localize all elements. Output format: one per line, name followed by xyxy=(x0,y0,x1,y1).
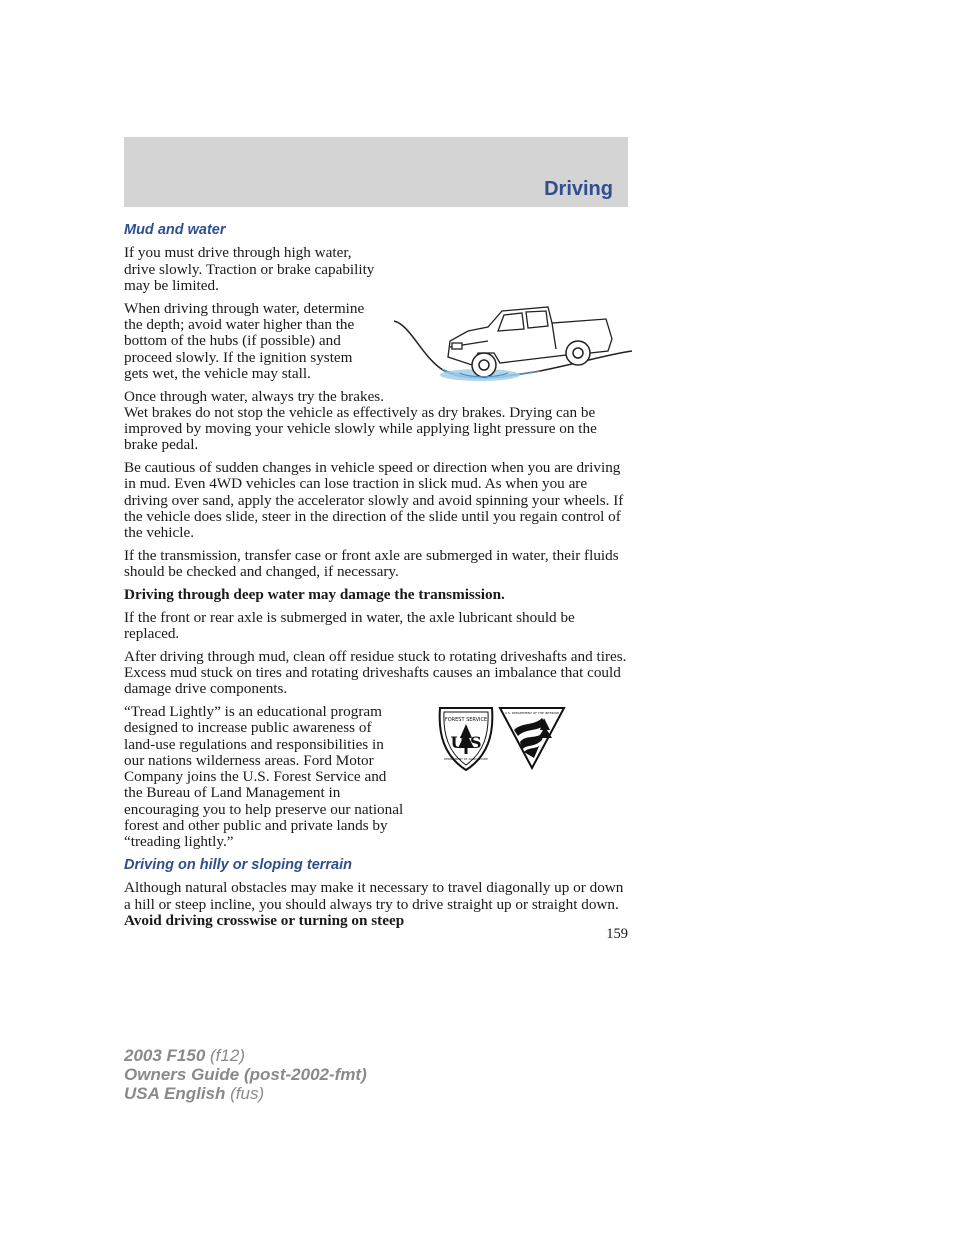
paragraph-hill-driving xyxy=(124,880,628,929)
paragraph-clean-residue: After driving through mud, clean off residue stuck to rotating driveshafts and tires. Excess mud stuck on tires and rotating driveshafts causes an imbalance that could damage drive components. xyxy=(124,647,627,698)
bureau-of-land-management-icon xyxy=(500,708,564,768)
mud-and-water-heading: Mud and water xyxy=(124,222,226,238)
svg-text:U S: U S xyxy=(450,732,482,752)
paragraph-water-depth: When driving through water, determine the depth; avoid water higher than the bottom of the hubs (if possible) and proceed slowly. If the ignition system gets wet, the vehicle may stall. xyxy=(124,299,365,382)
paragraph-axle-lubricant: If the front or rear axle is submerged in water, the axle lubricant should be replaced. xyxy=(124,608,575,642)
hill-text: Although natural obstacles may make it necessary to travel diagonally up or down a hill or steep incline, you should always try to drive straight up or straight down. xyxy=(124,879,624,913)
footer-guide-line: Owners Guide (post-2002-fmt) xyxy=(124,1065,367,1084)
paragraph-high-water: If you must drive through high water, drive slowly. Traction or brake capability may be limited. xyxy=(124,244,375,294)
document-footer xyxy=(124,1046,367,1103)
warning-deep-water: Driving through deep water may damage the transmission. xyxy=(124,585,505,603)
tread-lightly-logos xyxy=(434,704,574,774)
truck-in-water-illustration xyxy=(390,283,634,403)
page-number: 159 xyxy=(606,926,628,942)
forest-service-shield-icon xyxy=(440,708,493,770)
paragraph-submerged-fluids: If the transmission, transfer case or front axle are submerged in water, their fluids should be checked and changed, if necessary. xyxy=(124,547,619,581)
footer-language-line: USA English (fus) xyxy=(124,1084,265,1103)
page-content xyxy=(124,220,628,936)
hill-warning-text: Avoid driving crosswise or turning on steep xyxy=(124,911,405,929)
svg-text:DEPARTMENT OF AGRICULTURE: DEPARTMENT OF AGRICULTURE xyxy=(444,756,488,761)
paragraph-wet-brakes: Once through water, always try the brakes. Wet brakes do not stop the vehicle as effectively as dry brakes. Drying can be improved by moving your vehicle slowly while applying light pressure on the brake pedal. xyxy=(124,387,597,454)
svg-text:U.S. DEPARTMENT OF THE INTERIO: U.S. DEPARTMENT OF THE INTERIOR xyxy=(504,710,560,715)
paragraph-mud-caution: Be cautious of sudden changes in vehicle speed or direction when you are driving in mud. Even 4WD vehicles can lose traction in slick mud. As when you are driving over sand, apply the accelerator slowly and avoid spinning your wheels. If the vehicle does slide, steer in the direction of the slide until you regain control of the vehicle. xyxy=(124,459,624,542)
paragraph-tread-lightly: “Tread Lightly” is an educational program designed to increase public awareness of land-use regulations and responsibilities in our nations wilderness areas. Ford Motor Company joins the U.S. Forest Service and the Bureau of Land Management in encouraging you to help preserve our national forest and other public and private lands by “treading lightly.” xyxy=(124,702,404,851)
section-title: Driving xyxy=(544,178,613,200)
section-header-bar xyxy=(124,137,628,207)
hilly-terrain-heading: Driving on hilly or sloping terrain xyxy=(124,857,352,873)
svg-text:FOREST SERVICE: FOREST SERVICE xyxy=(444,716,488,723)
footer-model-line: 2003 F150 (f12) xyxy=(124,1046,245,1065)
